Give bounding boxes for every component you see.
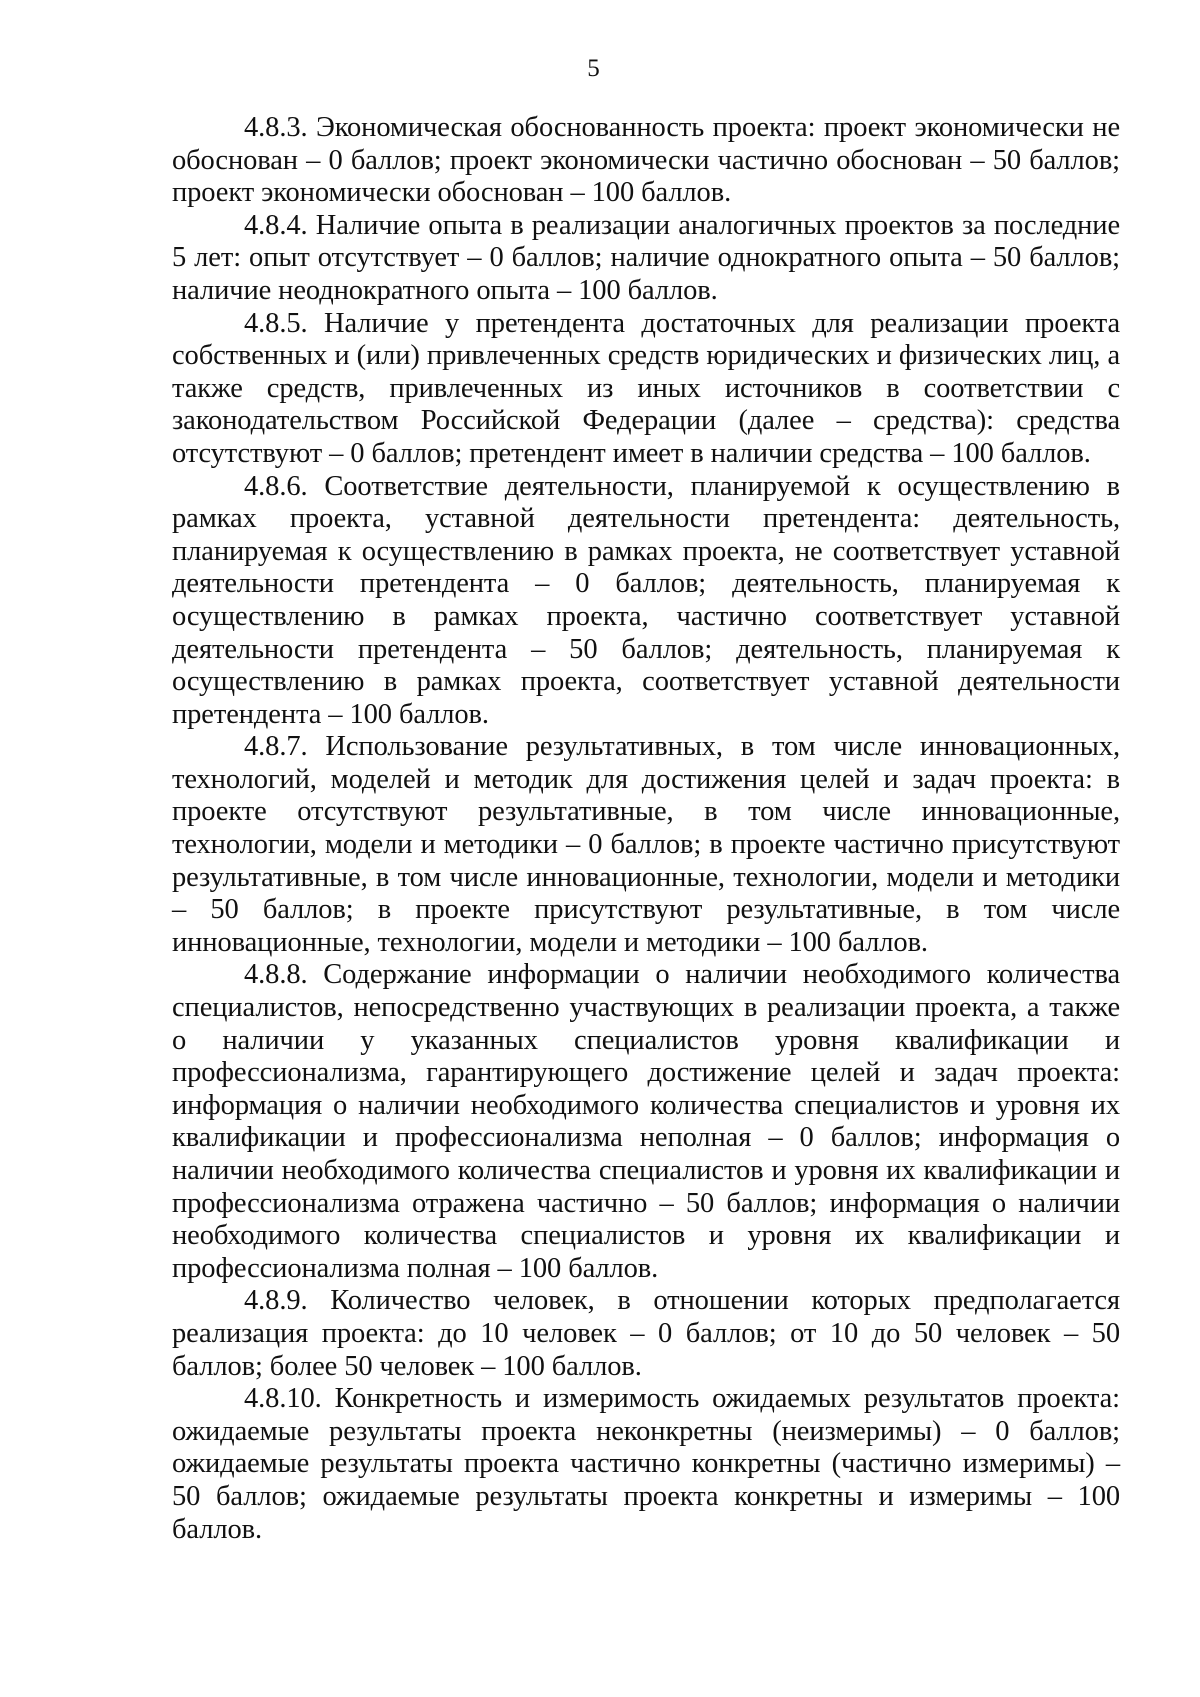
document-body [172,112,1120,1546]
paragraph-4-8-6: 4.8.6. Соответствие деятельности, планируемой к осуществлению в рамках проекта, уставной деятельности претендента: деятельность, планируемая к осуществлению в рамках проекта, не соответствует уставной деятельности претендента – 0 баллов; деятельность, планируемая к осуществлению в рамках проекта, частично соответствует уставной деятельности претендента – 50 баллов; деятельность, планируемая к осуществлению в рамках проекта, соответствует уставной деятельности претендента – 100 баллов. [172,470,1120,730]
paragraph-4-8-3: 4.8.3. Экономическая обоснованность проекта: проект экономически не обоснован – 0 баллов; проект экономически частично обоснован – 50 баллов; проект экономически обоснован – 100 баллов. [172,112,1120,209]
paragraph-4-8-10: 4.8.10. Конкретность и измеримость ожидаемых результатов проекта: ожидаемые результаты проекта неконкретны (неизмеримы) – 0 баллов; ожидаемые результаты проекта частично конкретны (частично измеримы) – 50 баллов; ожидаемые результаты проекта конкретны и измеримы – 100 баллов. [172,1383,1120,1545]
paragraph-4-8-7: 4.8.7. Использование результативных, в том числе инновационных, технологий, моделей и методик для достижения целей и задач проекта: в проекте отсутствуют результативные, в том числе инновационные, технологии, модели и методики – 0 баллов; в проекте частично присутствуют результативные, в том числе инновационные, технологии, модели и методики – 50 баллов; в проекте присутствуют результативные, в том числе инновационные, технологии, модели и методики – 100 баллов. [172,731,1120,958]
paragraph-4-8-5: 4.8.5. Наличие у претендента достаточных для реализации проекта собственных и (или) привлеченных средств юридических и физических лиц, а также средств, привлеченных из иных источников в соответствии с законодательством Российской Федерации (далее – средства): средства отсутствуют – 0 баллов; претендент имеет в наличии средства – 100 баллов. [172,307,1120,469]
paragraph-4-8-8: 4.8.8. Содержание информации о наличии необходимого количества специалистов, непосредственно участвующих в реализации проекта, а также о наличии у указанных специалистов уровня квалификации и профессионализма, гарантирующего достижение целей и задач проекта: информация о наличии необходимого количества специалистов и уровня их квалификации и профессионализма неполная – 0 баллов; информация о наличии необходимого количества специалистов и уровня их квалификации и профессионализма отражена частично – 50 баллов; информация о наличии необходимого количества специалистов и уровня их квалификации и профессионализма полная – 100 баллов. [172,959,1120,1284]
page-number: 5 [587,55,600,82]
paragraph-4-8-4: 4.8.4. Наличие опыта в реализации аналогичных проектов за последние 5 лет: опыт отсутствует – 0 баллов; наличие однократного опыта – 50 баллов; наличие неоднократного опыта – 100 баллов. [172,209,1120,306]
paragraph-4-8-9: 4.8.9. Количество человек, в отношении которых предполагается реализация проекта: до 10 человек – 0 баллов; от 10 до 50 человек – 50 баллов; более 50 человек – 100 баллов. [172,1285,1120,1382]
